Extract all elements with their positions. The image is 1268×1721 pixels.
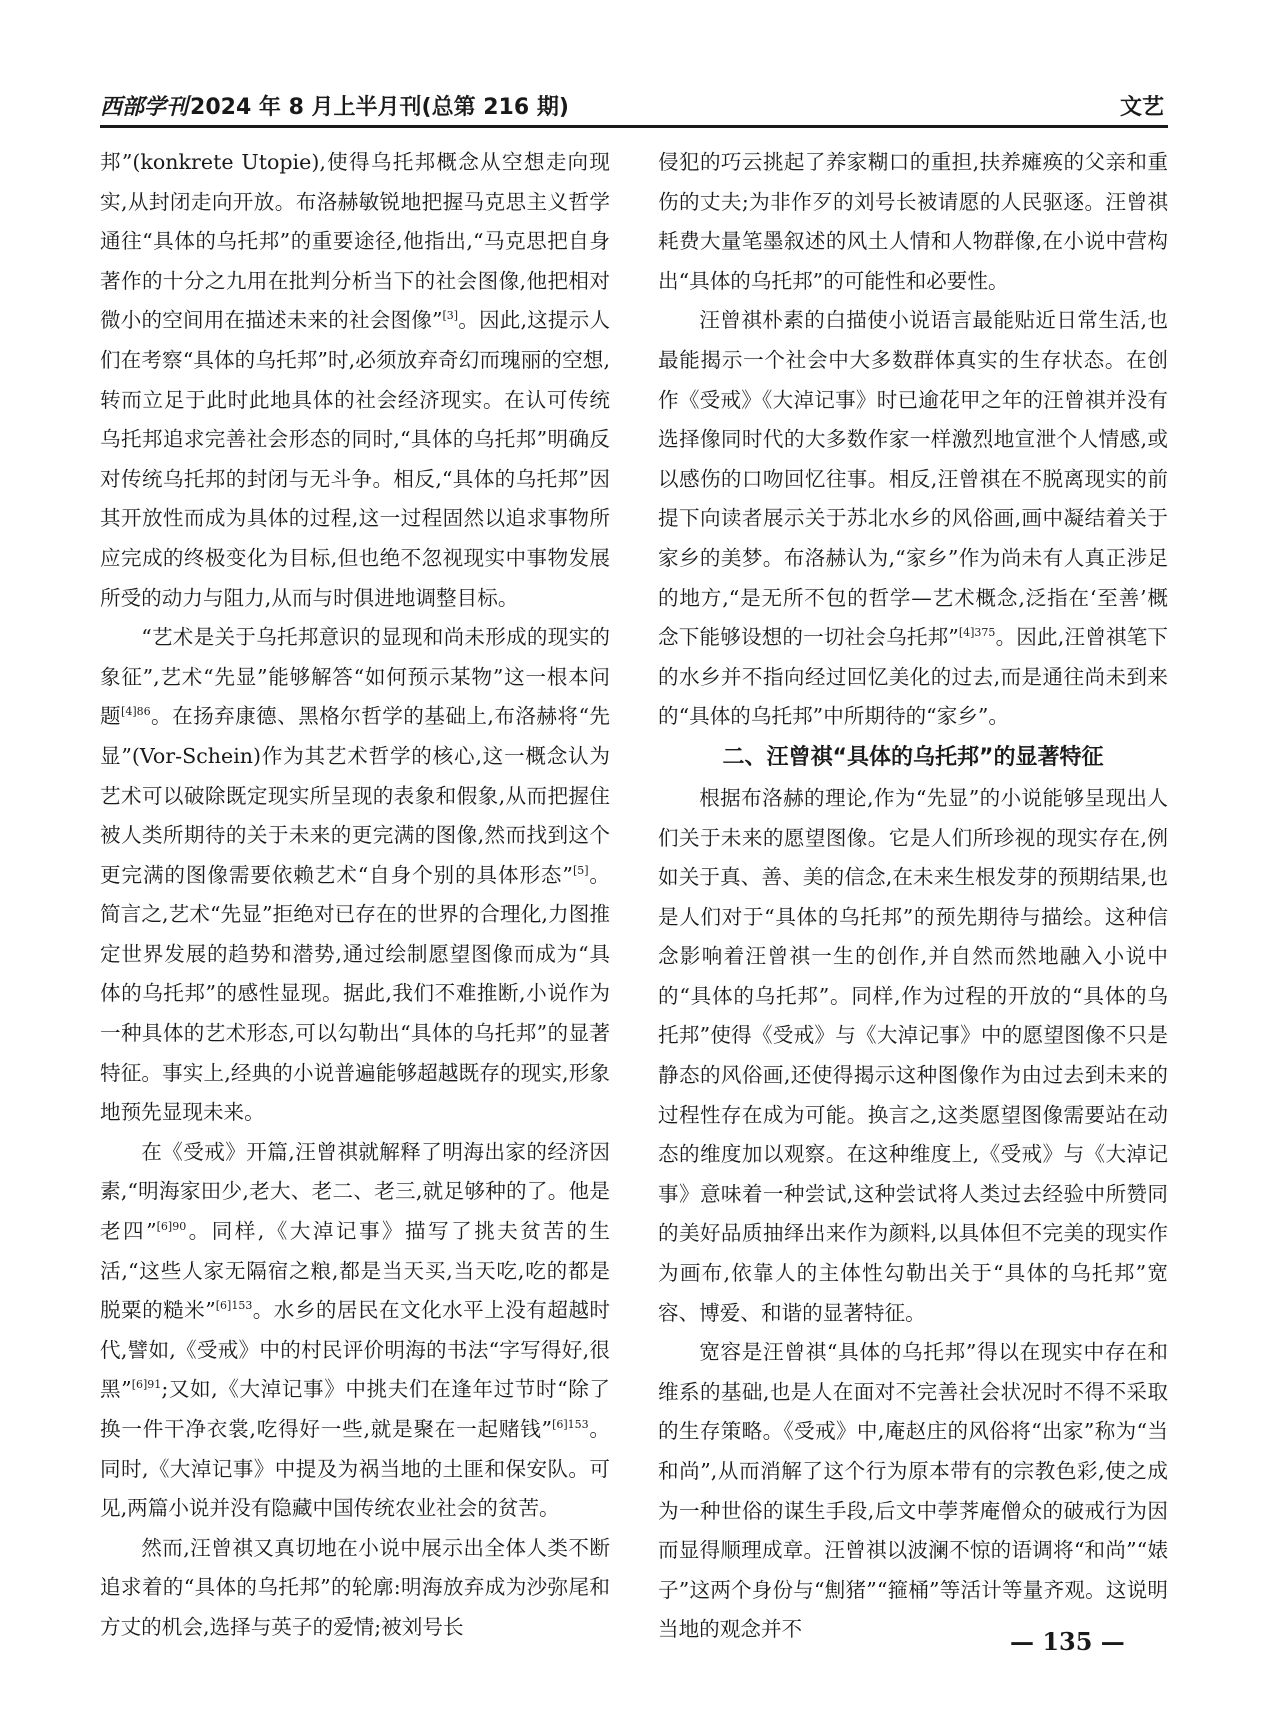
text: 邦”(konkrete Utopie),使得乌托邦概念从空想走向现实,从封闭走向开放。布洛赫敏锐地把握马克思主义哲学通往“具体的乌托邦”的重要途径,他指出,“马克思把自身著作的十分之九用在批判分析当下的社会图像,他把相对微小的空间用在描述未来的社会图像” [100, 150, 610, 333]
header-rule [100, 125, 1168, 128]
citation: [4]375 [958, 626, 996, 640]
text: ;又如,《大淖记事》中挑夫们在逢年过节时“除了换一件干净衣裳,吃得好一些,就是聚在一起赌钱” [100, 1377, 611, 1441]
text: 。在扬弃康德、黑格尔哲学的基础上,布洛赫将“先显”(Vor-Schein)作为其艺术哲学的核心,这一概念认为艺术可以破除既定现实所呈现的表象和假象,从而把握住被人类所期待的关于未来的更完满的图像,然而找到这个更完满的图像需要依赖艺术“自身个别的具体形态” [100, 704, 611, 887]
paragraph [100, 143, 610, 618]
text: “艺术是关于乌托邦意识的显现和尚未形成的现实的象征”,艺术“先显”能够解答“如何预示某物”这一根本问题 [100, 625, 610, 729]
citation: [3] [442, 309, 459, 323]
journal-logo: 西部学刊 [100, 94, 189, 120]
section-label: 文艺 [1119, 95, 1164, 120]
text: 。因此,这提示人们在考察“具体的乌托邦”时,必须放弃奇幻而瑰丽的空想,转而立足于此时此地具体的社会经济现实。在认可传统乌托邦追求完善社会形态的同时,“具体的乌托邦”明确反对传统乌托邦的封闭与无斗争。相反,“具体的乌托邦”因其开放性而成为具体的过程,这一过程固然以追求事物所应完成的终极变化为目标,但也绝不忽视现实中事物发展所受的动力与阻力,从而与时俱进地调整目标。 [100, 308, 611, 610]
citation: [5] [572, 863, 589, 877]
right-column [658, 143, 1168, 1650]
running-header [100, 86, 1168, 122]
text: 。水乡的居民在文化水平上没有超越时代,譬如,《受戒》中的村民评价明海的书法“字写得好,很黑” [100, 1298, 610, 1402]
paragraph [100, 618, 610, 1133]
paragraph [658, 301, 1168, 737]
left-column [100, 143, 610, 1648]
section-heading: 二、汪曾祺“具体的乌托邦”的显著特征 [722, 744, 1104, 770]
citation: [6]153 [215, 1299, 253, 1313]
citation: [6]90 [156, 1220, 187, 1234]
journal-title [100, 90, 569, 121]
citation: [6]153 [552, 1418, 589, 1432]
journal-issue: 2024 年 8 月上半月刊(总第 216 期) [190, 95, 569, 120]
paragraph: 然而,汪曾祺又真切地在小说中展示出全体人类不断追求着的“具体的乌托邦”的轮廓:明海放弃成为沙弥尾和方丈的机会,选择与英子的爱情;被刘号长 [100, 1535, 610, 1639]
text: 汪曾祺朴素的白描使小说语言最能贴近日常生活,也最能揭示一个社会中大多数群体真实的生存状态。在创作《受戒》《大淖记事》时已逾花甲之年的汪曾祺并没有选择像同时代的大多数作家一样激烈地宣泄个人情感,或以感伤的口吻回忆往事。相反,汪曾祺在不脱离现实的前提下向读者展示关于苏北水乡的风俗画,画中凝结着关于家乡的美梦。布洛赫认为,“家乡”作为尚未有人真正涉足的地方,“是无所不包的哲学—艺术概念,泛指在‘至善’概念下能够设想的一切社会乌托邦” [658, 308, 1168, 650]
paragraph: 侵犯的巧云挑起了养家糊口的重担,扶养瘫痪的父亲和重伤的丈夫;为非作歹的刘号长被请愿的人民驱逐。汪曾祺耗费大量笔墨叙述的风土人情和人物群像,在小说中营构出“具体的乌托邦”的可能性和必要性。 [658, 150, 1168, 293]
text: 。同样,《大淖记事》描写了挑夫贫苦的生活,“这些人家无隔宿之粮,都是当天买,当天吃,吃的都是脱粟的糙米” [100, 1219, 611, 1323]
text: 。因此,汪曾祺笔下的水乡并不指向经过回忆美化的过去,而是通往尚未到来的“具体的乌托邦”中所期待的“家乡”。 [658, 625, 1169, 729]
paragraph: 宽容是汪曾祺“具体的乌托邦”得以在现实中存在和维系的基础,也是人在面对不完善社会状况时不得不采取的生存策略。《受戒》中,庵赵庄的风俗将“出家”称为“当和尚”,从而消解了这个行为原本带有的宗教色彩,使之成为一种世俗的谋生手段,后文中荸荠庵僧众的破戒行为因而显得顺理成章。汪曾祺以波澜不惊的语调将“和尚”“婊子”这两个身份与“劁猪”“箍桶”等活计等量齐观。这说明当地的观念并不 [658, 1340, 1168, 1642]
text: 在《受戒》开篇,汪曾祺就解释了明海出家的经济因素,“明海家田少,老大、老二、老三,就足够种的了。他是老四” [100, 1139, 610, 1244]
paragraph [100, 1133, 610, 1529]
text: 。同时,《大淖记事》中提及为祸当地的土匪和保安队。可见,两篇小说并没有隐藏中国传统农业社会的贫苦。 [100, 1417, 611, 1521]
text: 。简言之,艺术“先显”拒绝对已存在的世界的合理化,力图推定世界发展的趋势和潜势,通过绘制愿望图像而成为“具体的乌托邦”的感性显现。据此,我们不难推断,小说作为一种具体的艺术形态,可以勾勒出“具体的乌托邦”的显著特征。事实上,经典的小说普遍能够超越既存的现实,形象地预先显现未来。 [100, 862, 611, 1125]
citation: [6]91 [131, 1378, 162, 1392]
paragraph: 根据布洛赫的理论,作为“先显”的小说能够呈现出人们关于未来的愿望图像。它是人们所珍视的现实存在,例如关于真、善、美的信念,在未来生根发芽的预期结果,也是人们对于“具体的乌托邦”的预先期待与描绘。这种信念影响着汪曾祺一生的创作,并自然而然地融入小说中的“具体的乌托邦”。同样,作为过程的开放的“具体的乌托邦”使得《受戒》与《大淖记事》中的愿望图像不只是静态的风俗画,还使得揭示这种图像作为由过去到未来的过程性存在成为可能。换言之,这类愿望图像需要站在动态的维度加以观察。在这种维度上,《受戒》与《大淖记事》意味着一种尝试,这种尝试将人类过去经验中所赞同的美好品质抽绎出来作为颜料,以具体但不完美的现实作为画布,依靠人的主体性勾勒出关于“具体的乌托邦”宽容、博爱、和谐的显著特征。 [658, 785, 1168, 1325]
page-number: — 135 — [1010, 1627, 1125, 1656]
citation: [4]86 [121, 705, 151, 719]
